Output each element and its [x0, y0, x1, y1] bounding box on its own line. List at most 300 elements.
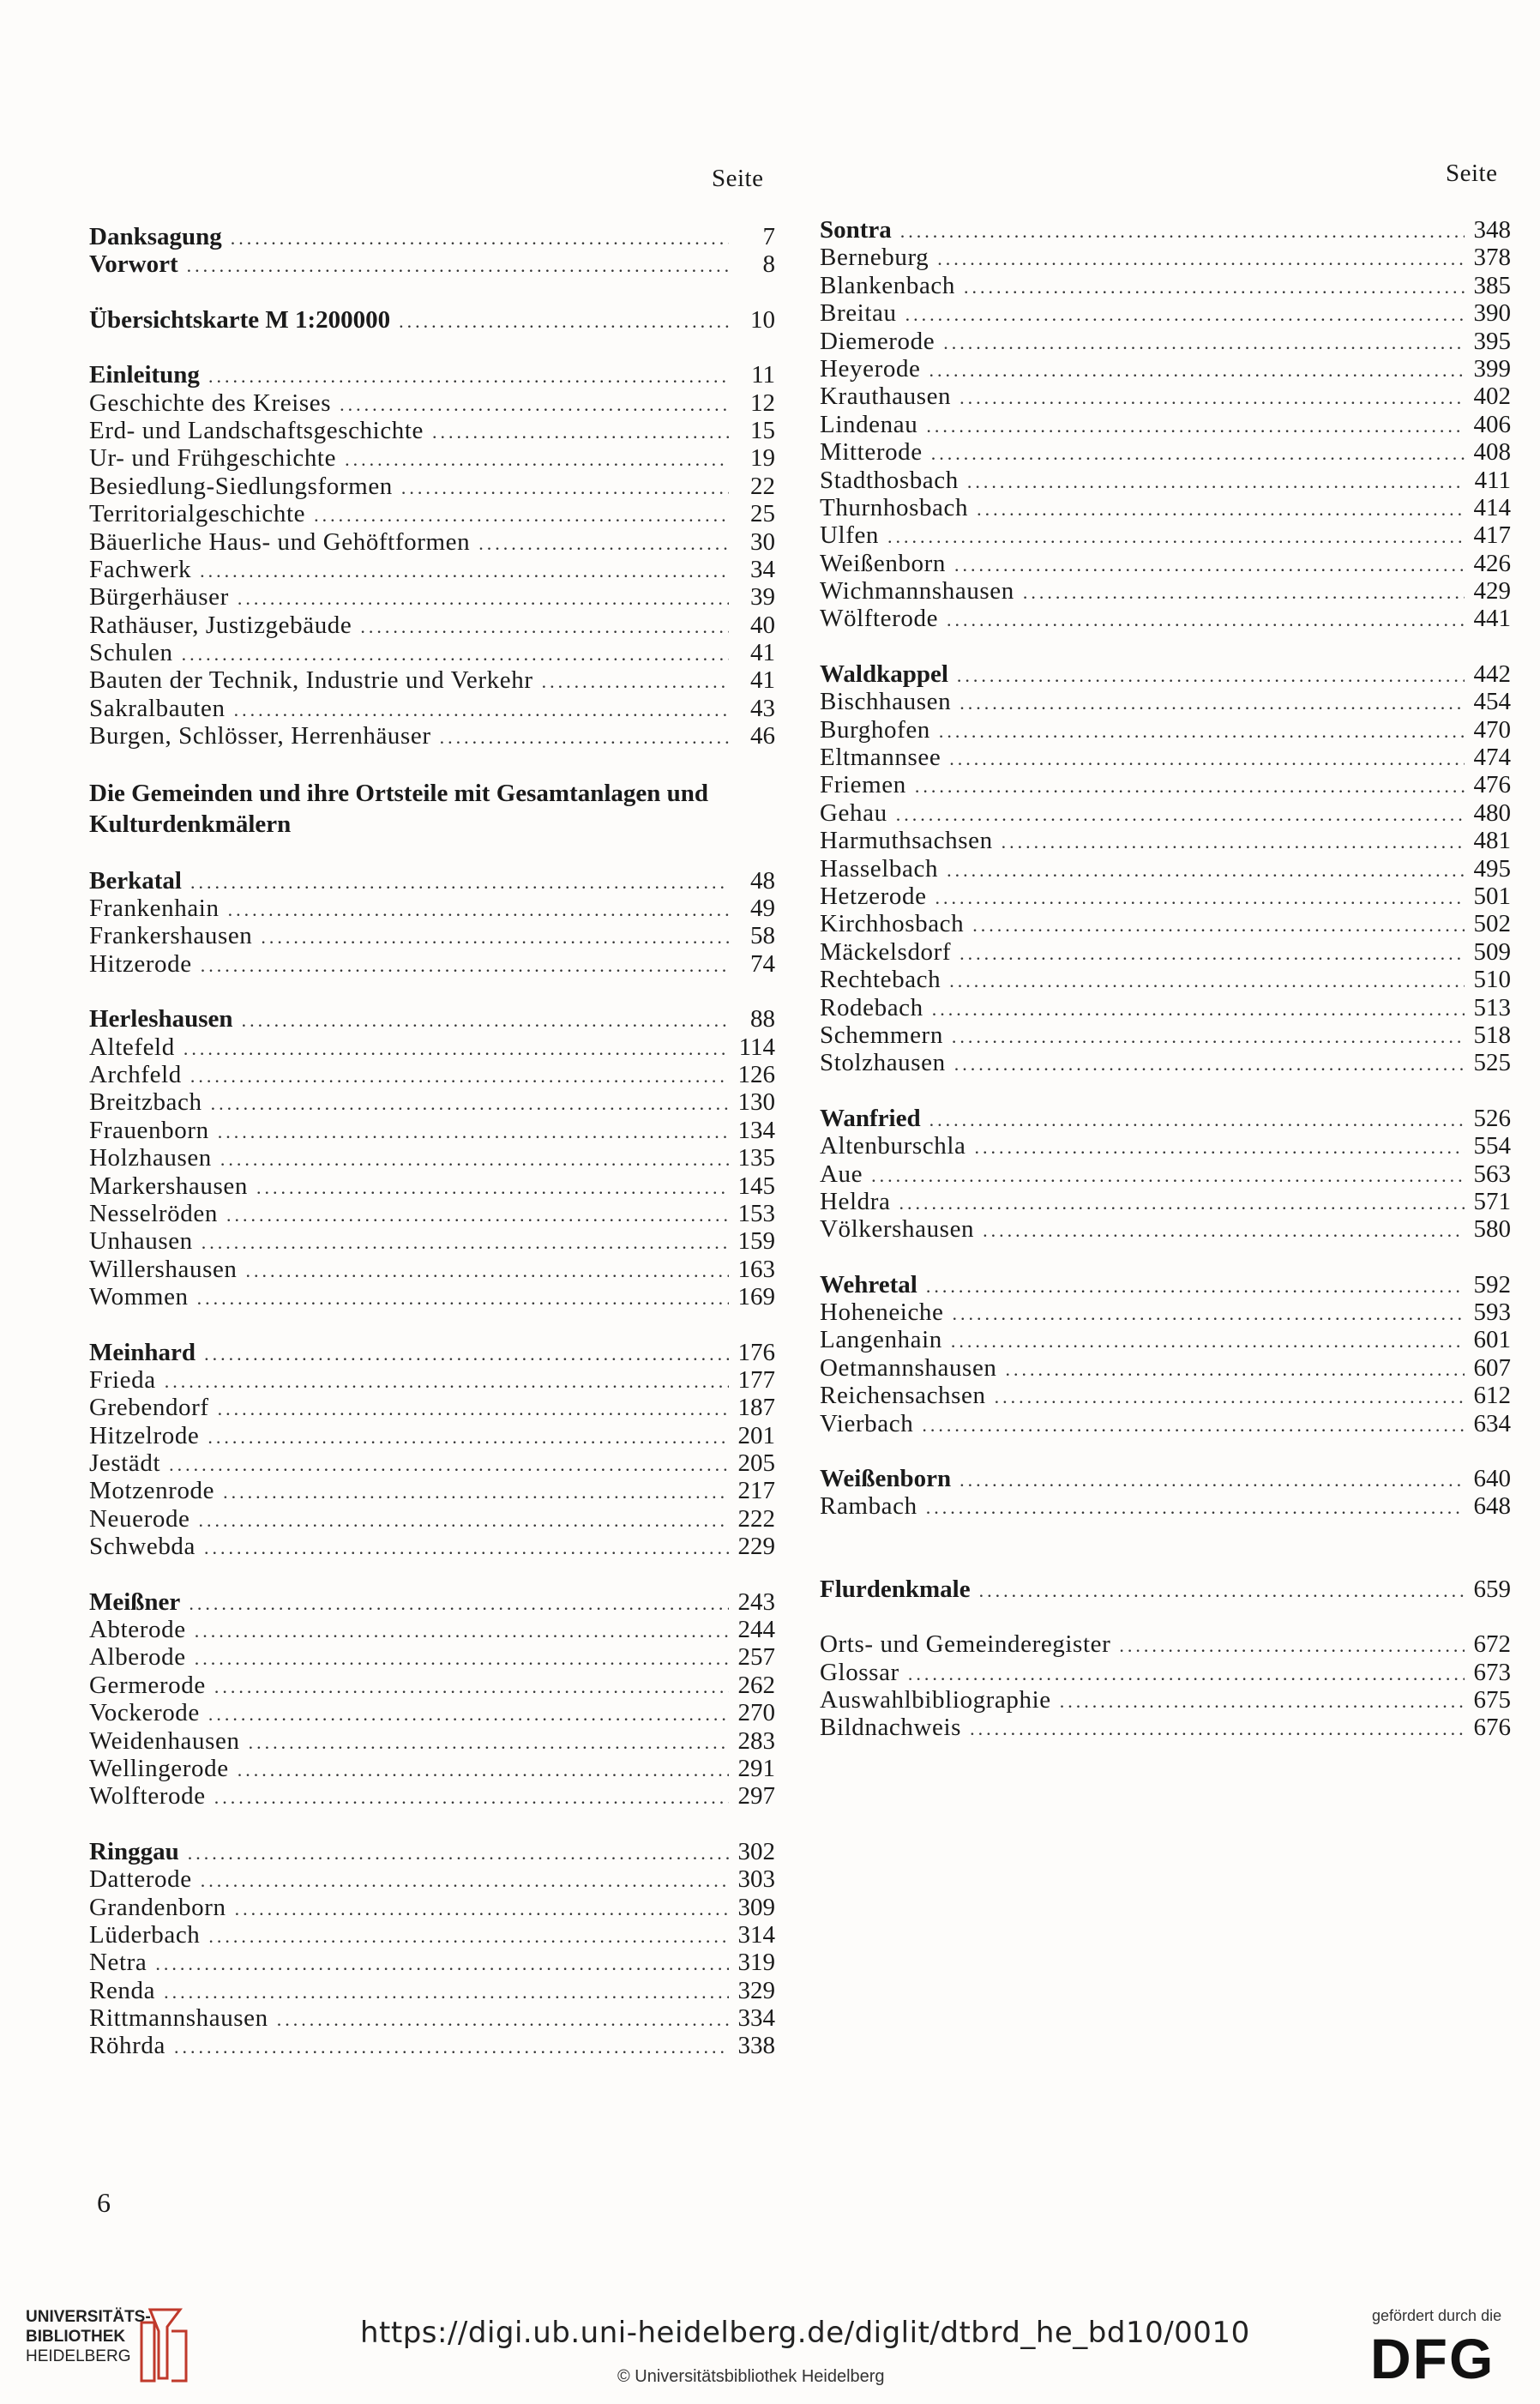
toc-entry-page: 501 [1473, 882, 1511, 910]
toc-entry [820, 1659, 1511, 1686]
toc-entry-title: Burgen, Schlösser, Herrenhäuser [89, 722, 431, 750]
toc-municipality-entry [89, 1005, 775, 1033]
dot-leader [190, 869, 729, 896]
toc-entry [89, 389, 775, 417]
dot-leader [926, 413, 1465, 440]
dot-leader [231, 225, 729, 252]
toc-entry [820, 1132, 1511, 1160]
dot-leader [208, 363, 729, 390]
toc-entry-title: Archfeld [89, 1060, 182, 1088]
dot-leader [943, 329, 1465, 357]
dot-leader [183, 1035, 729, 1063]
toc-entry-page: 634 [1473, 1409, 1511, 1437]
toc-entry-page: 244 [737, 1616, 775, 1644]
toc-entry [89, 1394, 775, 1421]
toc-entry [820, 1714, 1511, 1741]
dot-leader [1006, 1356, 1465, 1383]
toc-entry-page: 526 [1473, 1104, 1511, 1132]
dot-leader [182, 641, 729, 668]
toc-entry-page: 348 [1473, 216, 1511, 244]
toc-entry-page: 314 [737, 1920, 775, 1949]
toc-municipality-entry [820, 1465, 1511, 1492]
toc-municipality-entry [89, 867, 775, 895]
toc-spacer [820, 1521, 1511, 1548]
toc-entry [89, 2004, 775, 2032]
toc-entry-title: Wanfried [820, 1104, 921, 1132]
toc-entry-title: Wehretal [820, 1270, 917, 1298]
dot-leader [208, 1923, 729, 1950]
toc-entry [89, 556, 775, 583]
toc-entry-title: Lindenau [820, 410, 918, 438]
source-url-link[interactable]: https://digi.ub.uni-heidelberg.de/diglit/dtbrd_he_bd10/0010 [360, 2316, 1250, 2350]
toc-entry-page: 329 [737, 1976, 775, 2004]
toc-entry-page: 659 [1473, 1575, 1511, 1603]
toc-entry [89, 1117, 775, 1144]
dfg-logo-text: DFG [1370, 2327, 1495, 2390]
dot-leader [949, 745, 1465, 773]
toc-municipality-entry [820, 660, 1511, 688]
toc-entry [89, 1699, 775, 1726]
toc-entry [89, 473, 775, 500]
dot-leader [189, 1590, 729, 1618]
toc-entry-page: 39 [750, 583, 775, 612]
toc-entry-page: 601 [1473, 1326, 1511, 1354]
toc-entry-page: 509 [1473, 937, 1511, 966]
toc-entry-page: 334 [737, 2004, 775, 2033]
dot-leader [218, 1118, 729, 1146]
toc-entry-title: Motzenrode [89, 1477, 215, 1505]
toc-entry-title: Diemerode [820, 327, 935, 355]
toc-spacer [820, 1244, 1511, 1271]
toc-entry-page: 513 [1473, 993, 1511, 1021]
toc-entry-title: Nesselröden [89, 1199, 218, 1227]
toc-entry-page: 46 [750, 722, 775, 750]
toc-entry-page: 414 [1473, 493, 1511, 521]
dot-leader [204, 1534, 729, 1562]
funding-label: gefördert durch die [1372, 2307, 1502, 2324]
toc-entry [820, 244, 1511, 271]
toc-entry-title: Territorialgeschichte [89, 500, 306, 528]
toc-entry [820, 688, 1511, 715]
toc-entry-title: Stadthosbach [820, 466, 959, 494]
toc-entry [820, 1049, 1511, 1076]
dot-leader [953, 1300, 1465, 1328]
toc-entry [820, 521, 1511, 549]
dot-leader [1002, 828, 1465, 856]
toc-entry-page: 15 [750, 416, 775, 444]
dot-leader [977, 496, 1465, 523]
toc-entry [89, 1256, 775, 1283]
toc-entry-title: Hasselbach [820, 854, 939, 883]
dot-leader [242, 1007, 729, 1034]
toc-entry-page: 159 [737, 1227, 775, 1256]
dot-leader [949, 967, 1465, 995]
toc-municipality-entry [820, 1576, 1511, 1603]
dot-leader [896, 801, 1465, 828]
toc-entry-title: Übersichtskarte M 1:200000 [89, 305, 391, 334]
dot-leader [208, 1701, 729, 1728]
toc-entry-title: Ulfen [820, 521, 880, 550]
toc-entry-title: Rambach [820, 1492, 917, 1521]
toc-entry-page: 10 [750, 305, 775, 334]
dot-leader [235, 1895, 729, 1923]
dot-leader [164, 1979, 729, 2006]
dot-leader [974, 1134, 1465, 1161]
page-number: 6 [97, 2187, 111, 2218]
toc-entry [89, 1449, 775, 1477]
dot-leader [249, 1729, 729, 1756]
toc-entry-title: Heyerode [820, 354, 921, 383]
toc-municipality-entry [89, 1588, 775, 1616]
toc-entry-page: 291 [737, 1754, 775, 1782]
dot-leader [165, 1368, 729, 1395]
dot-leader [1060, 1688, 1465, 1715]
toc-entry-page: 58 [750, 922, 775, 950]
toc-entry-page: 510 [1473, 966, 1511, 994]
toc-entry-title: Einleitung [89, 361, 200, 389]
toc-municipality-entry [89, 361, 775, 389]
toc-entry-page: 145 [737, 1172, 775, 1200]
dot-leader [967, 468, 1465, 496]
dot-leader [926, 1494, 1465, 1521]
toc-entry-page: 163 [737, 1255, 775, 1283]
toc-entry-page: 470 [1473, 715, 1511, 744]
dot-leader [1023, 579, 1465, 606]
toc-municipality-entry [89, 306, 775, 334]
toc-entry-title: Vierbach [820, 1409, 914, 1437]
toc-municipality-entry [89, 223, 775, 250]
toc-entry [89, 1200, 775, 1227]
toc-entry-page: 48 [750, 866, 775, 895]
toc-entry-title: Wichmannshausen [820, 577, 1014, 606]
dot-leader [929, 1106, 1465, 1134]
toc-entry-page: 43 [750, 694, 775, 722]
toc-entry-page: 675 [1473, 1685, 1511, 1714]
toc-entry-title: Schulen [89, 639, 173, 667]
dot-leader [972, 912, 1465, 939]
toc-entry [820, 605, 1511, 632]
dot-leader [887, 523, 1465, 551]
toc-entry-page: 592 [1473, 1270, 1511, 1298]
toc-entry-title: Aue [820, 1160, 863, 1188]
toc-entry [89, 1921, 775, 1949]
dot-leader [214, 1784, 729, 1811]
toc-entry [89, 2032, 775, 2059]
toc-entry [89, 950, 775, 978]
toc-entry [820, 1630, 1511, 1658]
toc-entry-page: 41 [750, 666, 775, 695]
dot-leader [954, 1051, 1465, 1078]
toc-entry [89, 1616, 775, 1643]
toc-spacer [820, 1548, 1511, 1576]
dot-leader [939, 718, 1465, 745]
toc-entry-title: Glossar [820, 1658, 899, 1686]
toc-entry-title: Bäuerliche Haus- und Gehöftformen [89, 527, 471, 556]
toc-entry-title: Lüderbach [89, 1920, 201, 1949]
toc-entry [89, 528, 775, 556]
dot-leader [234, 696, 729, 724]
toc-entry-title: Breitzbach [89, 1088, 202, 1117]
toc-entry-title: Harmuthsachsen [820, 827, 993, 855]
dot-leader [399, 308, 729, 335]
toc-entry [89, 1505, 775, 1533]
toc-entry [820, 1354, 1511, 1382]
toc-entry-title: Krauthausen [820, 383, 952, 411]
dot-leader [979, 1577, 1465, 1605]
toc-entry-page: 270 [737, 1699, 775, 1727]
toc-entry-title: Fachwerk [89, 555, 192, 583]
toc-entry-title: Danksagung [89, 223, 222, 250]
toc-entry-page: 49 [750, 895, 775, 923]
toc-entry-title: Sakralbauten [89, 694, 226, 722]
toc-entry-page: 563 [1473, 1160, 1511, 1188]
toc-entry-page: 676 [1473, 1714, 1511, 1742]
dot-leader [915, 773, 1465, 800]
toc-entry-title: Ur- und Frühgeschichte [89, 444, 337, 473]
toc-entry [820, 966, 1511, 993]
toc-entry-title: Gehau [820, 798, 887, 827]
toc-entry-page: 169 [737, 1283, 775, 1311]
toc-entry [89, 1477, 775, 1504]
toc-entry-title: Blankenbach [820, 271, 955, 299]
toc-entry [820, 494, 1511, 521]
toc-entry [89, 612, 775, 639]
toc-entry-title: Markershausen [89, 1172, 248, 1200]
dot-leader [246, 1257, 729, 1285]
toc-entry-page: 303 [737, 1865, 775, 1894]
toc-entry [820, 994, 1511, 1021]
dot-leader [188, 1840, 729, 1867]
dot-leader [155, 1950, 729, 1978]
dot-leader [440, 724, 729, 751]
dot-leader [995, 1383, 1465, 1411]
dot-leader [201, 1867, 729, 1895]
dot-leader [931, 440, 1465, 467]
toc-entry-page: 19 [750, 444, 775, 473]
toc-entry [820, 355, 1511, 383]
toc-entry-page: 502 [1473, 910, 1511, 938]
toc-entry-title: Wolfterode [89, 1782, 206, 1811]
toc-entry-page: 411 [1474, 466, 1511, 494]
toc-entry-page: 426 [1473, 549, 1511, 577]
toc-spacer [89, 750, 775, 778]
toc-entry-title: Schwebda [89, 1533, 196, 1561]
toc-entry-page: 177 [737, 1365, 775, 1394]
toc-entry-title: Schemmern [820, 1021, 943, 1049]
toc-entry-page: 40 [750, 611, 775, 639]
toc-entry [820, 467, 1511, 494]
toc-entry-title: Neuerode [89, 1504, 190, 1533]
toc-entry [89, 1533, 775, 1560]
toc-entry-title: Hitzerode [89, 949, 192, 978]
toc-entry [820, 577, 1511, 605]
toc-entry-title: Renda [89, 1976, 156, 2004]
toc-entry [820, 799, 1511, 827]
toc-entry-title: Altenburschla [820, 1132, 966, 1160]
dot-leader [1119, 1632, 1465, 1660]
dfg-logo [1370, 2326, 1495, 2391]
dot-leader [951, 1328, 1465, 1355]
toc-entry-title: Sontra [820, 216, 892, 244]
dot-leader [932, 996, 1465, 1023]
toc-entry [89, 1227, 775, 1255]
toc-municipality-entry [89, 1838, 775, 1865]
toc-entry-title: Datterode [89, 1865, 192, 1894]
toc-entry-title: Wommen [89, 1283, 189, 1311]
toc-entry [89, 1283, 775, 1310]
toc-entry-page: 187 [737, 1394, 775, 1422]
toc-entry-title: Orts- und Gemeinderegister [820, 1630, 1111, 1659]
digitization-footer [0, 2281, 1540, 2404]
toc-entry-title: Jestädt [89, 1449, 161, 1478]
toc-entry-page: 126 [737, 1060, 775, 1088]
dot-leader [929, 357, 1465, 384]
dot-leader [187, 252, 729, 280]
dot-leader [199, 1507, 729, 1534]
toc-entry [820, 1410, 1511, 1437]
toc-spacer [89, 840, 775, 867]
toc-entry-page: 640 [1473, 1465, 1511, 1493]
toc-spacer [89, 1811, 775, 1838]
toc-entry-page: 554 [1473, 1132, 1511, 1160]
toc-entry [820, 1298, 1511, 1326]
page-column-header: Seite [1446, 160, 1498, 187]
dot-leader [228, 896, 729, 924]
toc-entry-title: Thurnhosbach [820, 493, 969, 521]
toc-list-left [89, 223, 775, 2060]
toc-entry-title: Mitterode [820, 438, 923, 467]
toc-entry [89, 1643, 775, 1671]
dot-leader [542, 668, 729, 696]
toc-entry-page: 319 [737, 1949, 775, 1977]
toc-entry-page: 399 [1473, 354, 1511, 383]
dot-leader [345, 446, 729, 473]
toc-entry-page: 229 [737, 1533, 775, 1561]
toc-entry-page: 8 [762, 250, 775, 279]
toc-entry-page: 408 [1473, 438, 1511, 467]
toc-entry-title: Meinhard [89, 1338, 196, 1366]
toc-entry [89, 895, 775, 922]
dot-leader [195, 1645, 729, 1672]
library-name-line: UNIVERSITÄTS- [26, 2308, 151, 2326]
toc-entry-title: Oetmannshausen [820, 1353, 997, 1382]
toc-entry-title: Rechtebach [820, 966, 941, 994]
toc-entry-title: Herleshausen [89, 1005, 233, 1033]
dot-leader [937, 245, 1465, 273]
toc-municipality-entry [820, 1271, 1511, 1298]
toc-entry-title: Burghofen [820, 715, 930, 744]
dot-leader [952, 1023, 1465, 1051]
toc-entry-page: 74 [750, 949, 775, 978]
library-name-line: HEIDELBERG [26, 2347, 131, 2365]
toc-entry [89, 1727, 775, 1755]
dot-leader [959, 690, 1465, 717]
toc-entry-page: 480 [1473, 798, 1511, 827]
toc-entry-title: Friemen [820, 771, 906, 799]
dot-leader [905, 301, 1465, 328]
toc-entry-title: Holzhausen [89, 1144, 212, 1172]
toc-entry [820, 771, 1511, 798]
toc-entry-title: Unhausen [89, 1227, 193, 1256]
toc-entry-page: 338 [737, 2032, 775, 2060]
toc-entry [820, 328, 1511, 355]
toc-entry-page: 672 [1473, 1630, 1511, 1659]
toc-entry [89, 1977, 775, 2004]
library-logo-icon [133, 2305, 193, 2387]
dot-leader [277, 2006, 729, 2033]
toc-entry-title: Wölfterode [820, 605, 939, 633]
toc-entry-page: 442 [1473, 660, 1511, 688]
dot-leader [200, 557, 729, 585]
dot-leader [959, 1467, 1465, 1494]
toc-spacer [820, 1603, 1511, 1630]
dot-leader [900, 218, 1465, 245]
toc-entry [89, 922, 775, 949]
dot-leader [959, 940, 1465, 967]
toc-entry-title: Alberode [89, 1643, 186, 1672]
toc-entry-page: 580 [1473, 1215, 1511, 1244]
toc-entry-title: Grandenborn [89, 1893, 226, 1921]
toc-entry-page: 495 [1473, 854, 1511, 883]
toc-entry [89, 666, 775, 694]
toc-entry [820, 883, 1511, 910]
toc-entry [820, 938, 1511, 966]
toc-entry-page: 476 [1473, 771, 1511, 799]
toc-entry-title: Frankershausen [89, 922, 253, 950]
dot-leader [238, 1756, 729, 1784]
dot-leader [922, 1412, 1465, 1439]
toc-entry [820, 716, 1511, 744]
toc-entry-title: Abterode [89, 1616, 186, 1644]
toc-entry-page: 417 [1473, 521, 1511, 550]
toc-entry [820, 411, 1511, 438]
toc-municipality-entry [820, 1105, 1511, 1132]
toc-entry-title: Heldra [820, 1187, 891, 1215]
dot-leader [954, 551, 1465, 579]
toc-entry-page: 11 [751, 361, 775, 389]
toc-entry-page: 135 [737, 1144, 775, 1172]
toc-entry-title: Meißner [89, 1588, 181, 1616]
dot-leader [935, 884, 1465, 912]
toc-entry [89, 1672, 775, 1699]
toc-entry [89, 500, 775, 527]
dot-leader [238, 585, 729, 612]
toc-entry-page: 88 [750, 1005, 775, 1033]
toc-entry-page: 34 [750, 555, 775, 583]
toc-entry-page: 612 [1473, 1382, 1511, 1410]
toc-entry-page: 262 [737, 1671, 775, 1699]
toc-entry [89, 1949, 775, 1976]
toc-entry [820, 855, 1511, 883]
toc-entry-title: Kirchhosbach [820, 910, 965, 938]
toc-entry [89, 1366, 775, 1394]
toc-entry-page: 205 [737, 1449, 775, 1478]
toc-entry-title: Bürgerhäuser [89, 583, 229, 612]
toc-entry [89, 1782, 775, 1810]
toc-spacer [89, 1561, 775, 1588]
toc-entry-page: 454 [1473, 688, 1511, 716]
toc-entry-title: Frauenborn [89, 1116, 209, 1144]
toc-entry-page: 283 [737, 1726, 775, 1755]
toc-entry-page: 130 [737, 1088, 775, 1117]
toc-entry [89, 1865, 775, 1893]
toc-entry-page: 176 [737, 1338, 775, 1366]
dot-leader [964, 274, 1465, 301]
toc-entry-title: Hitzelrode [89, 1421, 200, 1449]
toc-entry-title: Röhrda [89, 2032, 165, 2060]
toc-entry-title: Netra [89, 1949, 147, 1977]
dot-leader [190, 1063, 729, 1090]
